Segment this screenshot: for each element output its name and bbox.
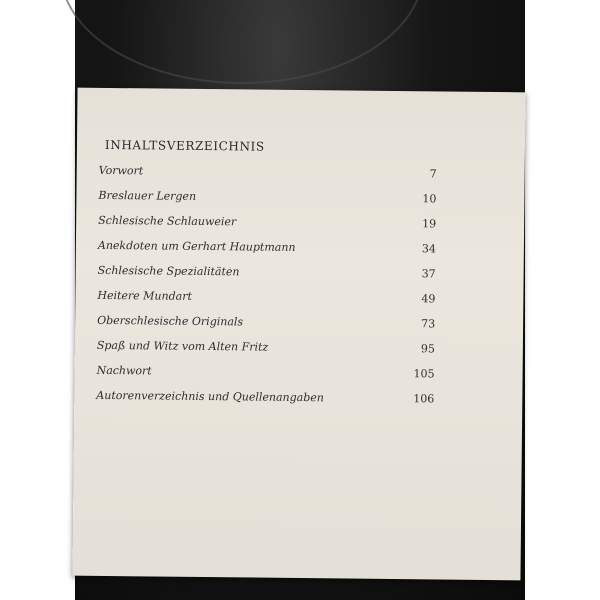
toc-entry-page: 106 xyxy=(413,392,435,406)
toc-entry-page: 34 xyxy=(421,242,436,256)
toc-entry-title: Schlesische Schlauweier xyxy=(98,213,237,229)
toc-entry-page: 73 xyxy=(421,317,436,331)
book-page xyxy=(72,88,525,581)
toc-entry xyxy=(96,389,434,418)
toc-entry-title: Breslauer Lergen xyxy=(98,188,197,203)
toc-entry xyxy=(97,339,435,368)
toc-entry xyxy=(97,264,435,293)
toc-entry-page: 10 xyxy=(422,192,437,206)
toc-entry-title: Nachwort xyxy=(96,363,152,378)
toc-entry-title: Anekdoten um Gerhart Hauptmann xyxy=(97,238,296,254)
toc-entry xyxy=(98,189,436,218)
toc-entry xyxy=(98,239,436,268)
toc-entry xyxy=(97,314,435,343)
toc-entry-title: Heitere Mundart xyxy=(97,288,192,303)
toc-entry-page: 37 xyxy=(421,267,436,281)
toc-entry-page: 19 xyxy=(422,217,437,231)
toc-entry-title: Autorenverzeichnis und Quellenangaben xyxy=(96,388,324,405)
toc-entry-page: 105 xyxy=(413,367,435,381)
toc-entry-page: 49 xyxy=(421,292,436,306)
toc-entry-title: Schlesische Spezialitäten xyxy=(97,263,240,279)
toc-entry xyxy=(96,364,434,393)
toc-entry xyxy=(98,214,436,243)
toc-entry-page: 95 xyxy=(420,342,435,356)
toc-entry xyxy=(99,164,437,193)
toc-list xyxy=(96,164,437,418)
toc-entry xyxy=(97,289,435,318)
toc-entry-title: Oberschlesische Originals xyxy=(97,313,244,329)
toc-entry-title: Vorwort xyxy=(98,163,144,178)
toc-entry-page: 7 xyxy=(429,167,437,181)
toc-heading: INHALTSVERZEICHNIS xyxy=(104,137,265,154)
toc-entry-title: Spaß und Witz vom Alten Fritz xyxy=(96,338,269,354)
